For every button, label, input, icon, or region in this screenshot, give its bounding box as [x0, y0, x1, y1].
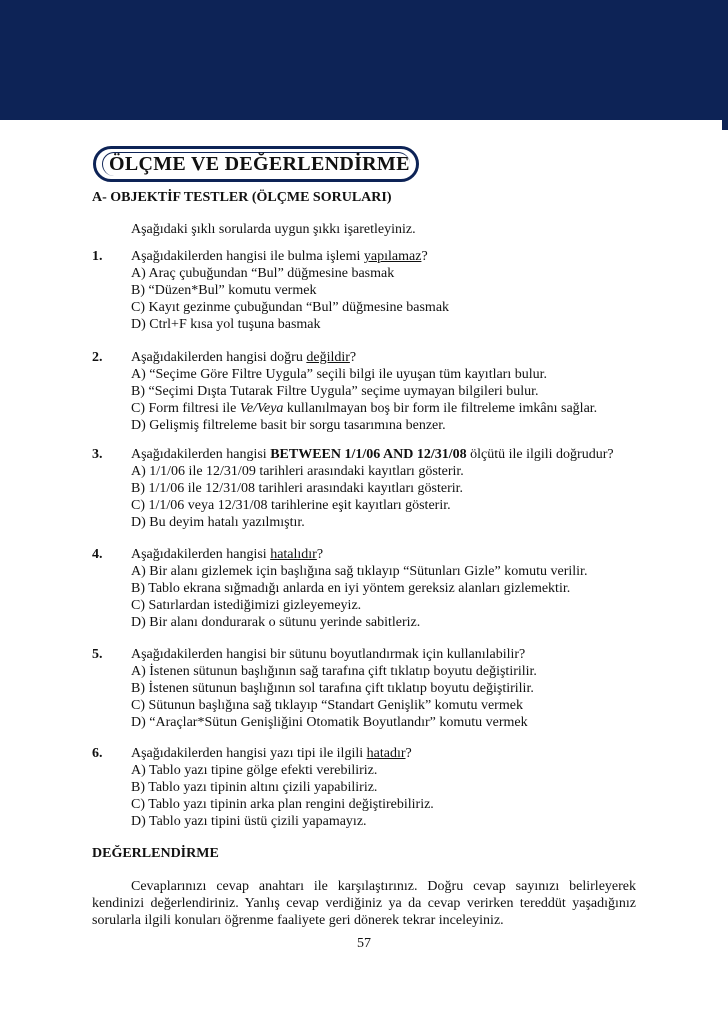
option-d: D) Bir alanı dondurarak o sütunu yerinde sabitleriz.: [131, 615, 421, 630]
option-d: D) “Araçlar*Sütun Genişliğini Otomatik Boyutlandır” komutu vermek: [131, 715, 528, 730]
negation-mark: yapılamaz: [363, 249, 422, 264]
option-a: A) Bir alanı gizlemek için başlığına sağ tıklayıp “Sütunları Gizle” komutu verilir.: [131, 564, 588, 579]
option-d: D) Tablo yazı tipini üstü çizili yapamayız.: [131, 814, 367, 829]
question-5: [92, 646, 652, 731]
option-b: B) “Seçimi Dışta Tutarak Filtre Uygula” seçime uymayan bilgileri bulur.: [131, 384, 539, 399]
option-c: C) 1/1/06 veya 12/31/08 tarihlerine eşit kayıtları gösterir.: [131, 498, 451, 513]
option-a: A) “Seçime Göre Filtre Uygula” seçili bilgi ile uyuşan tüm kayıtları bulur.: [131, 367, 548, 382]
option-a: A) Tablo yazı tipine gölge efekti verebiliriz.: [131, 763, 378, 778]
question-stem: Aşağıdakilerden hangisi ile bulma işlemi yapılamaz?: [131, 249, 428, 264]
option-c: C) Kayıt gezinme çubuğundan “Bul” düğmesine basmak: [131, 300, 450, 315]
evaluation-paragraph: [92, 878, 636, 929]
question-stem: Aşağıdakilerden hangisi bir sütunu boyutlandırmak için kullanılabilir?: [131, 647, 526, 662]
question-number: 3.: [92, 447, 103, 462]
option-b: B) “Düzen*Bul” komutu vermek: [131, 283, 317, 298]
option-b: B) 1/1/06 ile 12/31/08 tarihleri arasındaki kayıtları gösterir.: [131, 481, 464, 496]
page-number: 57: [357, 936, 371, 951]
question-stem: Aşağıdakilerden hangisi hatalıdır?: [131, 547, 324, 562]
option-a: A) 1/1/06 ile 12/31/09 tarihleri arasındaki kayıtları gösterir.: [131, 464, 464, 479]
instruction-text: Aşağıdaki şıklı sorularda uygun şıkkı işaretleyiniz.: [131, 222, 416, 237]
question-number: 1.: [92, 249, 103, 264]
question-4: [92, 546, 652, 631]
question-number: 2.: [92, 350, 103, 365]
question-number: 4.: [92, 547, 103, 562]
option-b: B) Tablo ekrana sığmadığı anlarda en iyi yöntem gereksiz alanları gizlemektir.: [131, 581, 571, 596]
question-3: [92, 446, 652, 531]
evaluation-line: kendinizi değerlendiriniz. Yanlış cevap verdiğiniz ya da cevap verirken tereddüt yaşadığınız: [92, 896, 636, 911]
question-2: [92, 349, 652, 434]
evaluation-line: sorularla ilgili konuları öğrenme faaliyete geri dönerek tekrar inceleyiniz.: [92, 913, 504, 928]
question-stem: Aşağıdakilerden hangisi doğru değildir?: [131, 350, 357, 365]
question-number: 5.: [92, 647, 103, 662]
option-d: D) Ctrl+F kısa yol tuşuna basmak: [131, 317, 321, 332]
question-stem: Aşağıdakilerden hangisi BETWEEN 1/1/06 AND 12/31/08 ölçütü ile ilgili doğrudur?: [131, 447, 614, 462]
negation-mark: değildir: [306, 350, 350, 365]
evaluation-heading: DEĞERLENDİRME: [92, 846, 219, 861]
option-b: B) İstenen sütunun başlığının sol tarafına çift tıklatıp boyutu değiştirilir.: [131, 681, 534, 696]
option-c: C) Tablo yazı tipinin arka plan rengini değiştirebiliriz.: [131, 797, 434, 812]
negation-mark: hatadır: [366, 746, 406, 761]
question-1: [92, 248, 652, 333]
criteria-expression: BETWEEN 1/1/06 AND 12/31/08: [270, 447, 467, 462]
option-c: C) Sütunun başlığına sağ tıklayıp “Standart Genişlik” komutu vermek: [131, 698, 523, 713]
option-a: A) Araç çubuğundan “Bul” düğmesine basmak: [131, 266, 395, 281]
question-stem: Aşağıdakilerden hangisi yazı tipi ile ilgili hatadır?: [131, 746, 412, 761]
option-a: A) İstenen sütunun başlığının sağ tarafına çift tıklatıp boyutu değiştirilir.: [131, 664, 537, 679]
option-b: B) Tablo yazı tipinin altını çizili yapabiliriz.: [131, 780, 378, 795]
negation-mark: hatalıdır: [270, 547, 317, 562]
option-c: C) Satırlardan istediğimizi gizleyemeyiz.: [131, 598, 362, 613]
option-d: D) Gelişmiş filtreleme basit bir sorgu tasarımına benzer.: [131, 418, 446, 433]
subheading: A- OBJEKTİF TESTLER (ÖLÇME SORULARI): [92, 190, 392, 205]
header-band: [0, 0, 728, 120]
section-title: ÖLÇME VE DEĞERLENDİRME: [109, 153, 410, 175]
option-d: D) Bu deyim hatalı yazılmıştır.: [131, 515, 305, 530]
question-number: 6.: [92, 746, 103, 761]
evaluation-line: Cevaplarınızı cevap anahtarı ile karşılaştırınız. Doğru cevap sayınızı belirleyerek: [131, 879, 636, 894]
option-c: C) Form filtresi ile Ve/Veya kullanılmayan boş bir form ile filtreleme imkânı sağlar.: [131, 401, 598, 416]
question-6: [92, 745, 652, 830]
header-side-strip: [722, 0, 728, 130]
